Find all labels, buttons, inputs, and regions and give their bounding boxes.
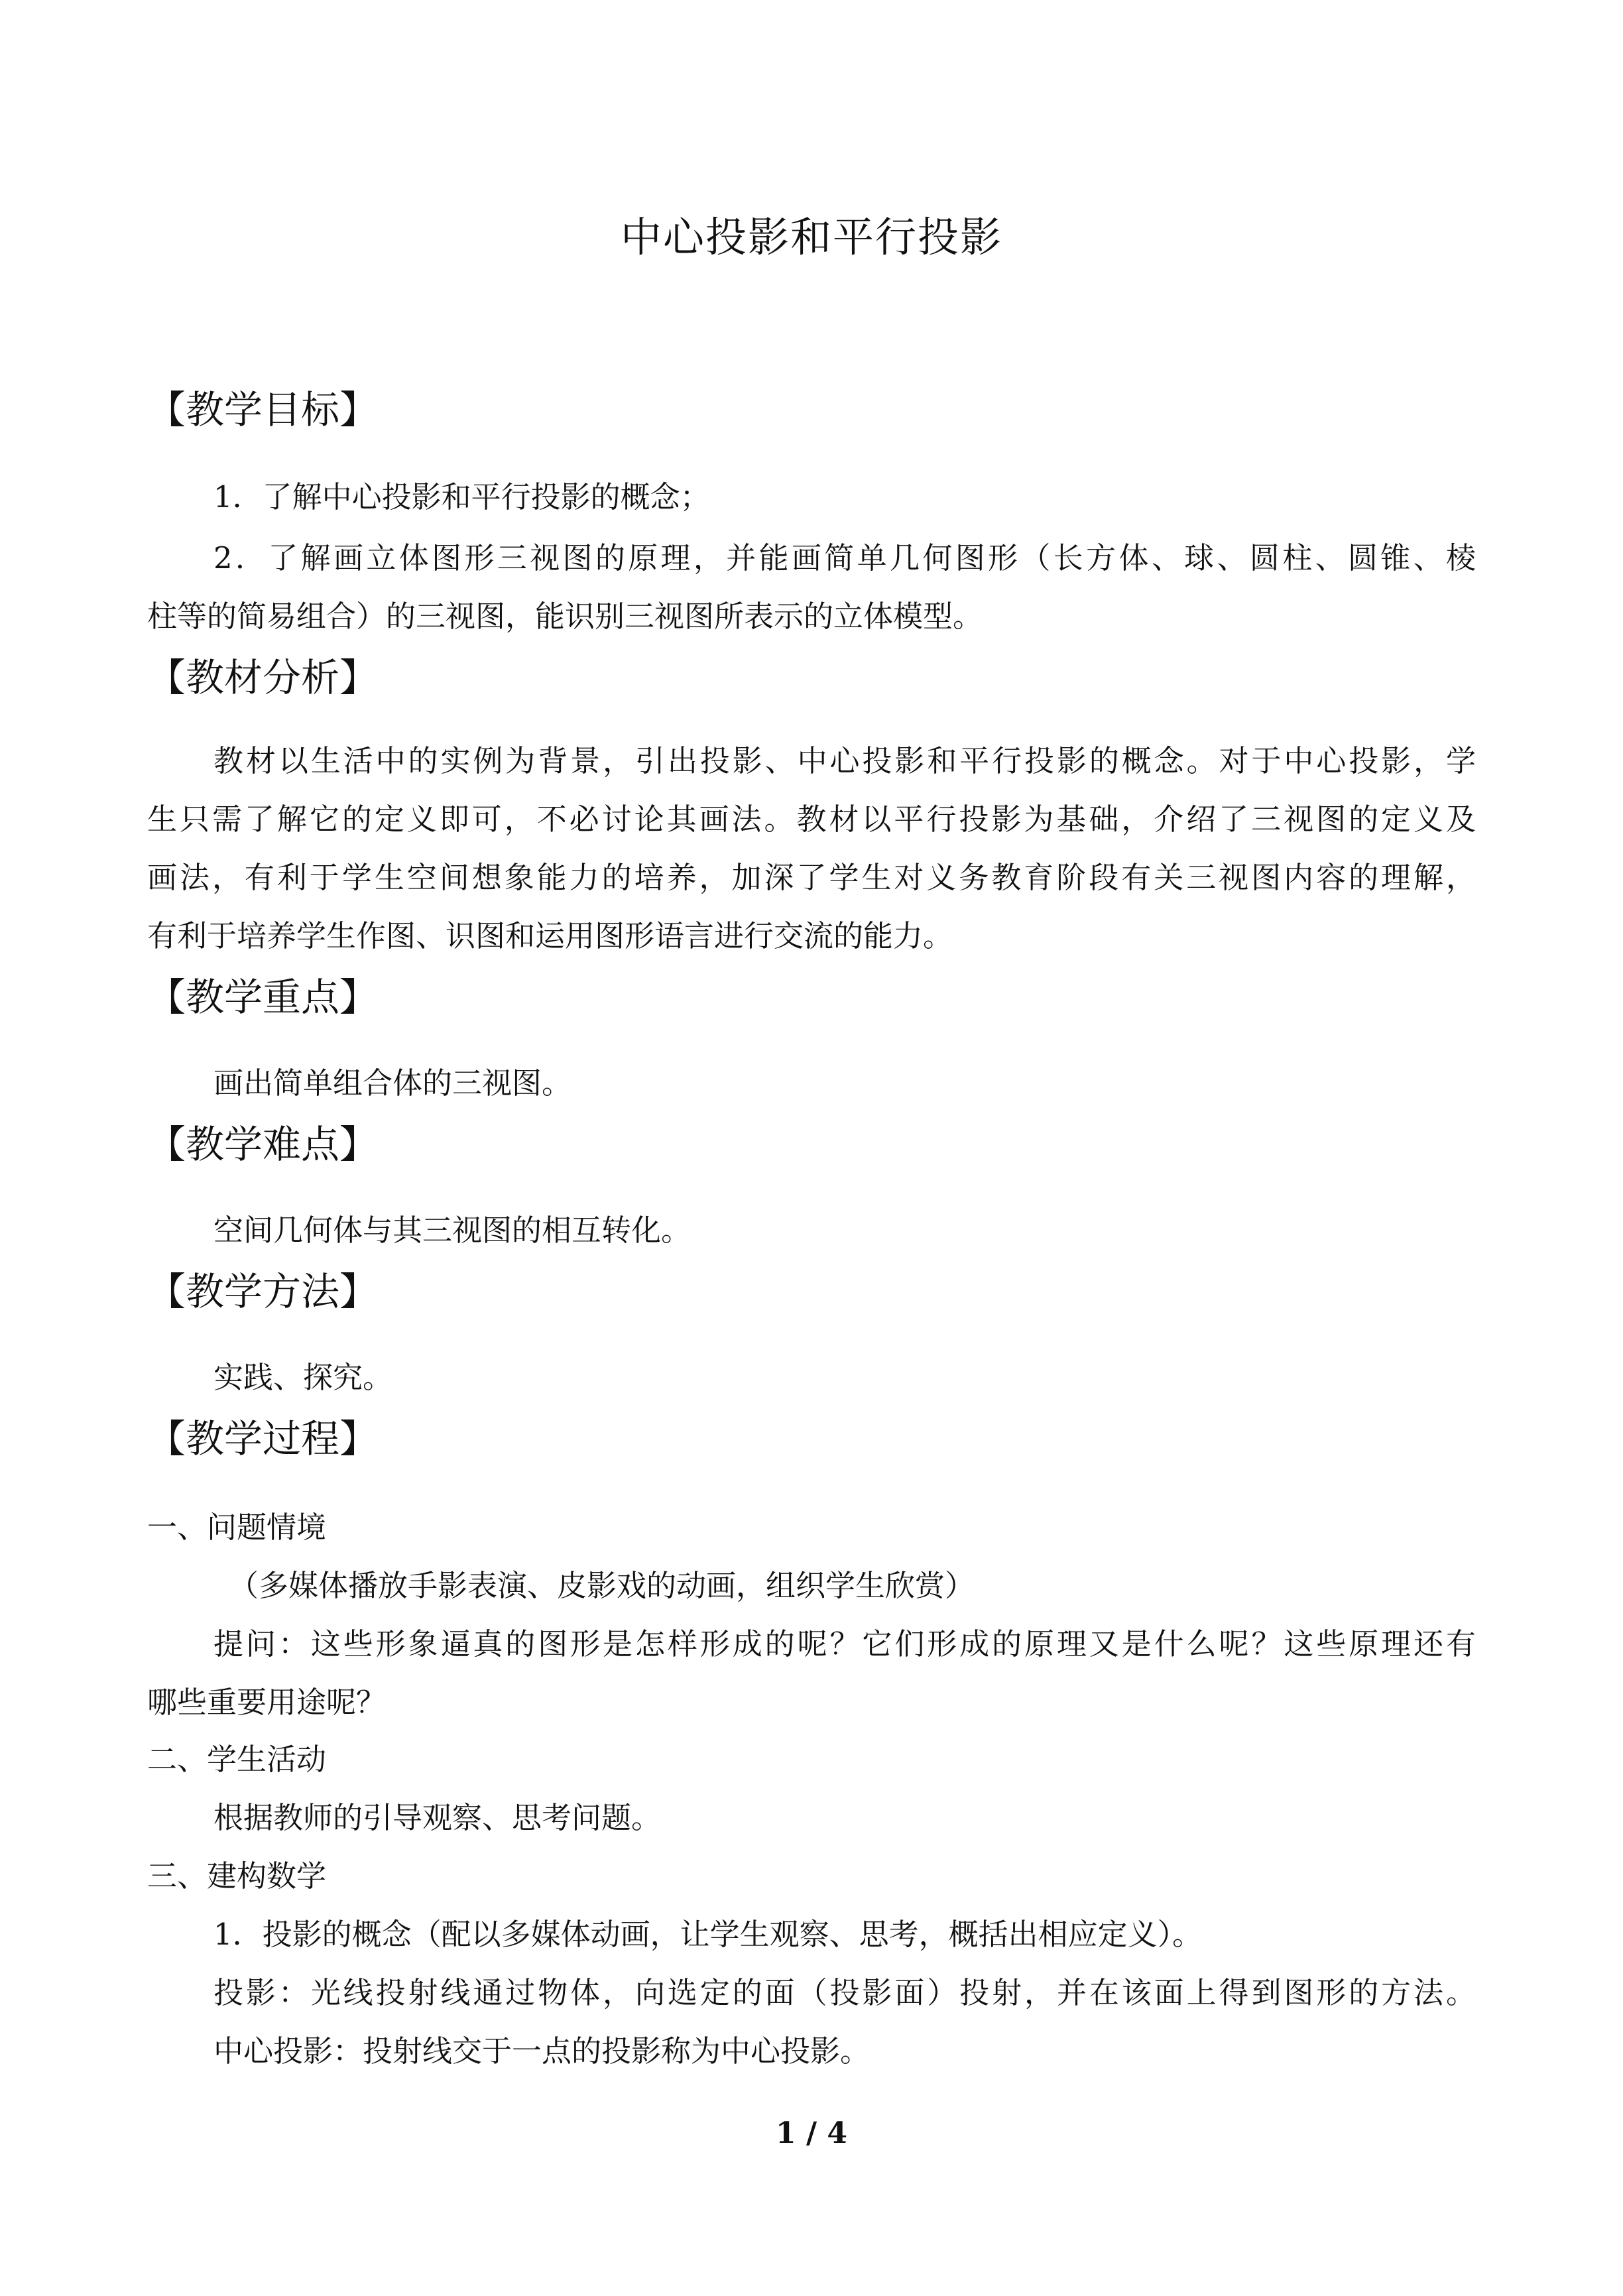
section-heading-key-points: 【教学重点】: [147, 975, 379, 1020]
process-line-3: 提问：这些形象逼真的图形是怎样形成的呢？它们形成的原理又是什么呢？这些原理还有: [213, 1626, 1476, 1662]
process-subheading-3: 三、建构数学: [147, 1858, 327, 1894]
analysis-line-4: 有利于培养学生作图、识图和运用图形语言进行交流的能力。: [147, 918, 953, 953]
section-heading-objectives: 【教学目标】: [147, 387, 379, 432]
process-subheading-1: 一、问题情境: [147, 1510, 327, 1545]
process-line-9: 投影：光线投射线通过物体，向选定的面（投影面）投射，并在该面上得到图形的方法。: [213, 1975, 1476, 2010]
analysis-line-1: 教材以生活中的实例为背景，引出投影、中心投影和平行投影的概念。对于中心投影，学: [213, 743, 1476, 778]
process-line-2: （多媒体播放手影表演、皮影戏的动画，组织学生欣赏）: [229, 1568, 975, 1603]
objectives-line-1: 1．了解中心投影和平行投影的概念；: [213, 479, 710, 514]
objectives-line-3: 柱等的简易组合）的三视图，能识别三视图所表示的立体模型。: [147, 599, 983, 634]
analysis-line-3: 画法，有利于学生空间想象能力的培养，加深了学生对义务教育阶段有关三视图内容的理解，: [147, 860, 1476, 895]
methods-line-1: 实践、探究。: [213, 1360, 393, 1395]
document-title: 中心投影和平行投影: [620, 213, 1002, 261]
analysis-line-2: 生只需了解它的定义即可，不必讨论其画法。教材以平行投影为基础，介绍了三视图的定义及: [147, 802, 1476, 837]
process-line-6: 根据教师的引导观察、思考问题。: [213, 1800, 662, 1835]
process-line-8: 1．投影的概念（配以多媒体动画，让学生观察、思考，概括出相应定义）。: [213, 1917, 1203, 1952]
section-heading-process: 【教学过程】: [147, 1416, 379, 1461]
section-heading-analysis: 【教材分析】: [147, 655, 379, 700]
objectives-line-2: 2．了解画立体图形三视图的原理，并能画简单几何图形（长方体、球、圆柱、圆锥、棱: [213, 540, 1476, 575]
process-line-4: 哪些重要用途呢？: [147, 1685, 387, 1720]
section-heading-difficulties: 【教学难点】: [147, 1122, 379, 1167]
section-heading-methods: 【教学方法】: [147, 1269, 379, 1314]
difficulties-line-1: 空间几何体与其三视图的相互转化。: [213, 1213, 691, 1248]
page-number: 1 / 4: [776, 2116, 847, 2150]
key-points-line-1: 画出简单组合体的三视图。: [213, 1065, 572, 1101]
process-line-10: 中心投影：投射线交于一点的投影称为中心投影。: [213, 2033, 871, 2069]
process-subheading-2: 二、学生活动: [147, 1742, 327, 1777]
